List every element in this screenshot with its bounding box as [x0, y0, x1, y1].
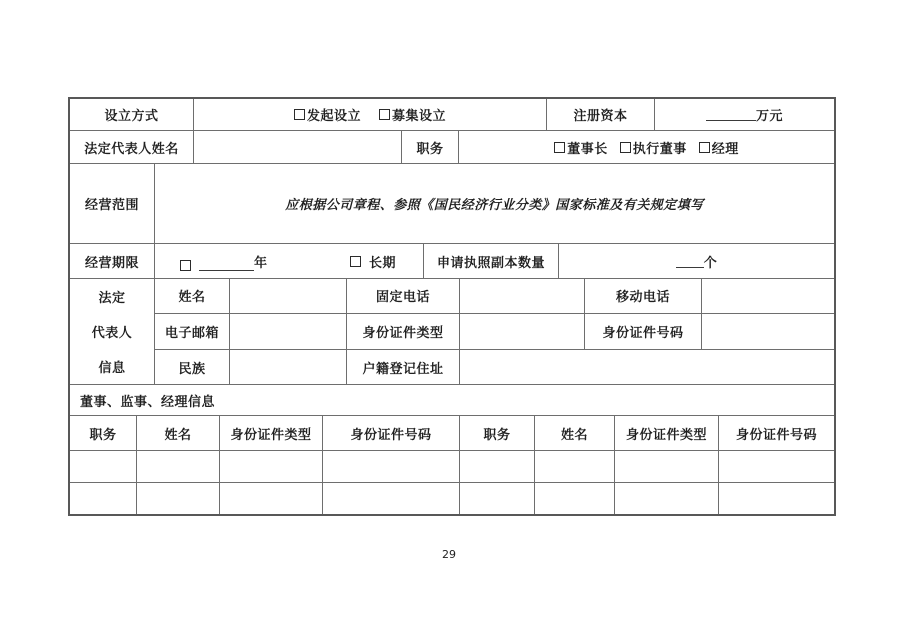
- row-ethnicity-address: [155, 350, 834, 384]
- table-cell[interactable]: [323, 451, 460, 482]
- table-cell[interactable]: [70, 451, 137, 482]
- business-scope-cell[interactable]: [155, 164, 834, 243]
- header-position: 职务: [460, 416, 535, 450]
- business-term-options-cell: [155, 244, 424, 278]
- ethnicity-field[interactable]: [230, 350, 347, 384]
- table-cell[interactable]: [719, 451, 834, 482]
- header-id-number: 身份证件号码: [323, 416, 460, 450]
- capital-blank-line[interactable]: [706, 108, 756, 121]
- company-registration-form: [68, 97, 836, 516]
- checkbox-icon[interactable]: [620, 142, 631, 153]
- table-cell[interactable]: [535, 483, 615, 514]
- license-copies-cell[interactable]: [559, 244, 834, 278]
- option-executive-director[interactable]: [620, 138, 687, 157]
- table-cell[interactable]: [460, 483, 535, 514]
- legal-rep-info-label: [70, 279, 155, 384]
- page-number: 29: [442, 548, 456, 561]
- id-number-field[interactable]: [702, 314, 834, 350]
- registered-capital-cell[interactable]: [655, 99, 834, 130]
- establishment-options-cell: [194, 99, 547, 130]
- option-fixed-years[interactable]: [180, 252, 268, 271]
- directors-section-title: 董事、监事、经理信息: [80, 394, 216, 410]
- business-term-label: 经营期限: [70, 244, 155, 278]
- table-cell[interactable]: [220, 483, 323, 514]
- checkbox-icon[interactable]: [350, 256, 361, 267]
- fixed-phone-label: 固定电话: [347, 279, 460, 313]
- establishment-label: 设立方式: [70, 99, 194, 130]
- business-scope-label: 经营范围: [70, 164, 155, 243]
- mobile-phone-field[interactable]: [702, 279, 834, 313]
- row-business-scope: [70, 164, 834, 244]
- capital-unit: 万元: [755, 109, 783, 124]
- table-cell[interactable]: [535, 451, 615, 482]
- row-directors-title: [70, 385, 834, 416]
- label-line: 信息: [98, 361, 126, 376]
- option-label: 发起设立: [306, 109, 361, 124]
- years-suffix: 年: [254, 255, 268, 271]
- directors-header-row: [70, 416, 834, 451]
- license-copies-label: 申请执照副本数量: [424, 244, 559, 278]
- option-long-term[interactable]: [350, 252, 396, 271]
- email-label: 电子邮箱: [155, 314, 230, 350]
- option-label: 经理: [711, 141, 739, 157]
- table-cell[interactable]: [70, 483, 137, 514]
- fixed-phone-field[interactable]: [460, 279, 585, 313]
- option-label: 执行董事: [632, 141, 687, 157]
- directors-empty-row: [70, 451, 834, 483]
- registered-address-field[interactable]: [460, 350, 834, 384]
- label-line: 法定: [98, 291, 126, 306]
- checkbox-icon[interactable]: [294, 109, 305, 120]
- copies-blank-line[interactable]: [676, 255, 704, 268]
- registered-capital-label: 注册资本: [547, 99, 655, 130]
- ethnicity-label: 民族: [155, 350, 230, 384]
- table-cell[interactable]: [323, 483, 460, 514]
- registered-address-label: 户籍登记住址: [347, 350, 460, 384]
- checkbox-icon[interactable]: [554, 142, 565, 153]
- option-label: 募集设立: [392, 109, 447, 124]
- row-email-id: [155, 314, 834, 351]
- header-id-number: 身份证件号码: [735, 427, 817, 443]
- option-label: 董事长: [567, 141, 608, 157]
- row-business-term: [70, 244, 834, 279]
- option-manager[interactable]: [699, 138, 739, 157]
- email-field[interactable]: [230, 314, 347, 350]
- table-cell[interactable]: [719, 483, 834, 514]
- legal-rep-name-field[interactable]: [194, 131, 402, 163]
- checkbox-icon[interactable]: [180, 260, 191, 271]
- option-label: 长期: [368, 255, 396, 271]
- legal-rep-name-label: 法定代表人姓名: [70, 131, 194, 163]
- years-blank-line[interactable]: [199, 258, 254, 271]
- option-promotion-setup[interactable]: [294, 105, 361, 124]
- checkbox-icon[interactable]: [379, 109, 390, 120]
- table-cell[interactable]: [615, 451, 719, 482]
- label-line: 代表人: [91, 326, 133, 341]
- table-cell[interactable]: [137, 451, 220, 482]
- directors-empty-row: [70, 483, 834, 514]
- table-cell[interactable]: [137, 483, 220, 514]
- table-cell[interactable]: [460, 451, 535, 482]
- id-type-field[interactable]: [460, 314, 585, 350]
- position-options-cell: [459, 131, 834, 163]
- header-id-type: 身份证件类型: [220, 416, 323, 450]
- header-name: 姓名: [137, 416, 220, 450]
- table-cell[interactable]: [615, 483, 719, 514]
- option-offering-setup[interactable]: [379, 105, 446, 124]
- table-cell[interactable]: [220, 451, 323, 482]
- row-establishment: [70, 99, 834, 131]
- row-legal-rep-name: [70, 131, 834, 164]
- id-type-label: 身份证件类型: [347, 314, 460, 350]
- header-id-type: 身份证件类型: [615, 416, 719, 450]
- copies-unit: 个: [703, 255, 718, 271]
- header-position: 职务: [70, 416, 137, 450]
- row-name-phone: [155, 279, 834, 314]
- business-scope-note: 应根据公司章程、参照《国民经济行业分类》国家标准及有关规定填写: [285, 198, 704, 213]
- mobile-phone-label: 移动电话: [585, 279, 702, 313]
- option-chairman[interactable]: [554, 138, 608, 157]
- name-field[interactable]: [230, 279, 347, 313]
- legal-rep-info-block: [70, 279, 834, 385]
- id-number-label: 身份证件号码: [585, 314, 702, 350]
- checkbox-icon[interactable]: [699, 142, 710, 153]
- name-label: 姓名: [155, 279, 230, 313]
- header-name: 姓名: [535, 416, 615, 450]
- position-label: 职务: [402, 131, 459, 163]
